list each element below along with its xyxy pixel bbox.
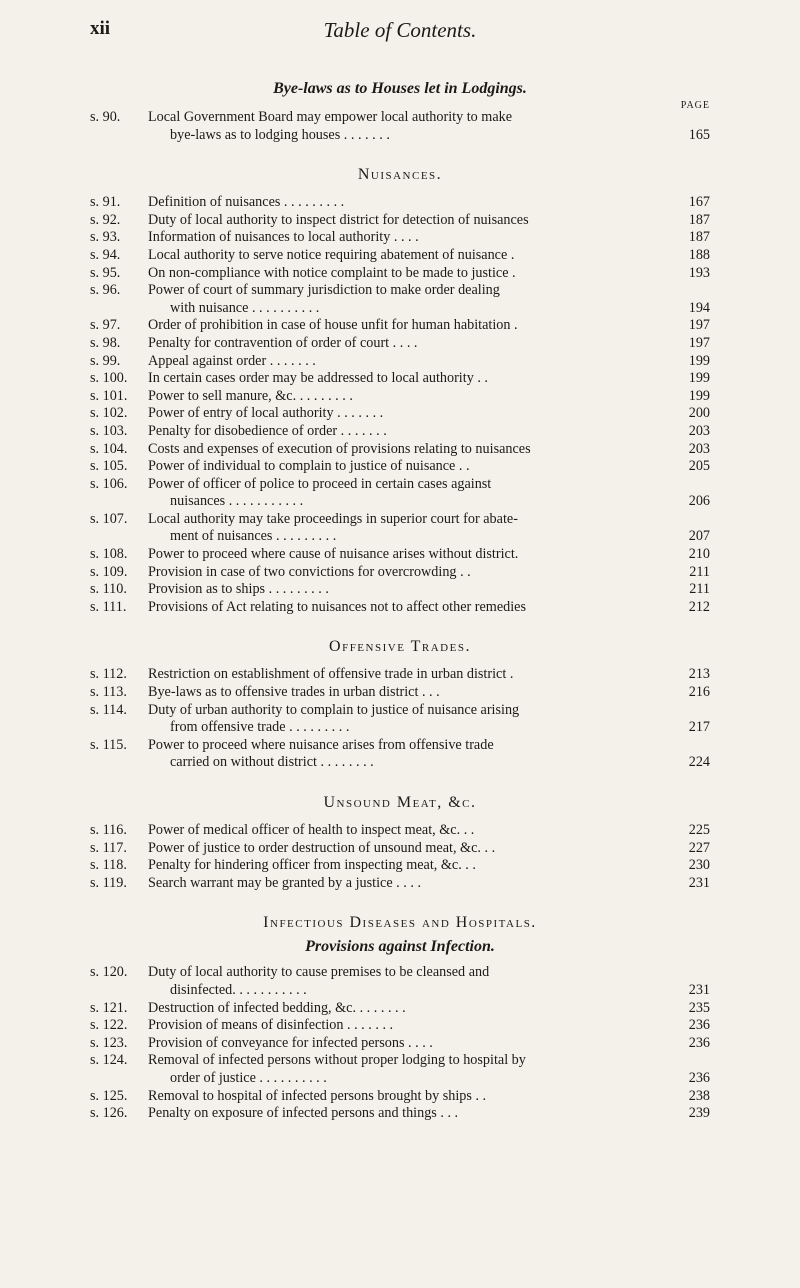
section-number: s. 115.: [90, 736, 127, 753]
section-number: s. 121.: [90, 999, 128, 1016]
toc-entry: [90, 1000, 710, 1018]
toc-entry: [90, 666, 710, 684]
toc-entry: [90, 282, 710, 317]
page-number: 213: [688, 666, 710, 683]
entry-title-line: Power of entry of local authority . . . . . . .: [148, 405, 384, 422]
page-number: 230: [688, 857, 710, 874]
entry-title-line: Provision of means of disinfection . . . . . . .: [148, 1017, 394, 1034]
section-number: s. 102.: [90, 405, 128, 422]
toc-entry: [90, 423, 710, 441]
toc-entry: [90, 212, 710, 230]
toc-entry: [90, 370, 710, 388]
entry-title: [148, 247, 710, 265]
entry-title-line: Power to sell manure, &c. . . . . . . . .: [148, 387, 353, 404]
toc-entry: [90, 1035, 710, 1053]
entry-list-nuisances: [90, 194, 710, 616]
page-number: 197: [688, 334, 710, 351]
entry-title-line: Removal to hospital of infected persons brought by ships . .: [148, 1087, 487, 1104]
entry-title: [148, 1017, 710, 1035]
entry-title: [148, 684, 710, 702]
page-number: 187: [688, 211, 710, 228]
section-number: s. 111.: [90, 598, 127, 615]
toc-entry: [90, 247, 710, 265]
entry-title: [148, 194, 710, 212]
entry-title-line: Restriction on establishment of offensive trade in urban district .: [148, 666, 514, 683]
page-number: 199: [688, 387, 710, 404]
heading-unsound-meat: Unsound Meat, &c.: [323, 794, 477, 811]
entry-title-line: Costs and expenses of execution of provisions relating to nuisances: [148, 440, 531, 457]
toc-entry: [90, 353, 710, 371]
entry-title-line: Provision in case of two convictions for overcrowding . .: [148, 563, 471, 580]
toc-entry: [90, 405, 710, 423]
page-number: 231: [688, 874, 710, 891]
page-number: 187: [688, 229, 710, 246]
toc-entry: [90, 875, 710, 893]
section-number: s. 105.: [90, 458, 128, 475]
entry-title: [148, 857, 710, 875]
section-number: s. 91.: [90, 194, 121, 211]
section-number: s. 103.: [90, 422, 128, 439]
section-number: s. 95.: [90, 264, 121, 281]
page-number: 217: [688, 719, 710, 736]
section-number: s. 124.: [90, 1052, 128, 1069]
entry-title-line: Bye-laws as to offensive trades in urban district . . .: [148, 684, 440, 701]
page-folio: xii: [90, 18, 111, 39]
toc-entry: [90, 684, 710, 702]
entry-title: [148, 964, 710, 999]
page-number: 199: [688, 370, 710, 387]
section-number: s. 119.: [90, 874, 127, 891]
toc-entry: [90, 194, 710, 212]
toc-entry: [90, 581, 710, 599]
entry-title: [148, 1052, 710, 1087]
page-number: 199: [688, 352, 710, 369]
toc-entry: [90, 840, 710, 858]
entry-title: [148, 317, 710, 335]
toc-entry: [90, 458, 710, 476]
section-number: s. 117.: [90, 839, 127, 856]
section-number: s. 96.: [90, 282, 121, 299]
section-number: s. 125.: [90, 1087, 128, 1104]
section-number: s. 99.: [90, 352, 121, 369]
entry-title-line: Penalty for hindering officer from inspecting meat, &c. . .: [148, 857, 476, 874]
page-number: 224: [688, 754, 710, 771]
entry-title-line: Definition of nuisances . . . . . . . . .: [148, 194, 345, 211]
page-number: 210: [688, 546, 710, 563]
entry-title: [148, 564, 710, 582]
entry-title-line: Local authority to serve notice requiring abatement of nuisance .: [148, 246, 515, 263]
entry-title: [148, 335, 710, 353]
section-number: s. 126.: [90, 1105, 128, 1122]
section-number: s. 97.: [90, 317, 121, 334]
section-number: s. 109.: [90, 563, 128, 580]
toc-entry: [90, 822, 710, 840]
toc-entry: [90, 229, 710, 247]
page-number: 193: [688, 264, 710, 281]
section-number: s. 112.: [90, 666, 127, 683]
page-number: 235: [688, 999, 710, 1016]
entry-title: [148, 441, 710, 459]
entry-title-continuation: with nuisance . . . . . . . . . .: [170, 299, 320, 316]
section-number: s. 108.: [90, 546, 128, 563]
page-number: 236: [688, 1034, 710, 1051]
toc-entry: [90, 857, 710, 875]
section-number: s. 122.: [90, 1017, 128, 1034]
entry-title: [148, 282, 710, 317]
entry-title: [148, 1088, 710, 1106]
entry-title-line: Power of medical officer of health to inspect meat, &c. . .: [148, 822, 475, 838]
page-number: 197: [688, 317, 710, 334]
heading-nuisances: Nuisances.: [357, 166, 443, 184]
toc-entry: [90, 1017, 710, 1035]
heading-infectious-diseases: Infectious Diseases and Hospitals.: [263, 914, 537, 932]
section-number: s. 118.: [90, 857, 127, 874]
section-number: s. 93.: [90, 229, 121, 246]
entry-title: [148, 212, 710, 230]
running-title: Table of Contents.: [323, 18, 477, 42]
entry-title-line: Duty of urban authority to complain to justice of nuisance arising: [148, 701, 520, 718]
entry-title-continuation: nuisances . . . . . . . . . . .: [170, 493, 304, 510]
entry-title-line: Provision of conveyance for infected persons . . . .: [148, 1034, 433, 1051]
section-number: s. 110.: [90, 581, 127, 598]
page-number: 188: [688, 246, 710, 263]
page-number: 239: [688, 1105, 710, 1122]
entry-title-line: Local Government Board may empower local authority to make: [148, 109, 513, 125]
entry-list-offensive-trades: [90, 666, 710, 772]
entry-title: [148, 581, 710, 599]
entry-title-line: Order of prohibition in case of house unfit for human habitation .: [148, 317, 518, 334]
entry-title-line: Appeal against order . . . . . . .: [148, 352, 316, 369]
section-number: s. 116.: [90, 822, 127, 838]
entry-title-line: Power of officer of police to proceed in certain cases against: [148, 475, 492, 492]
entry-title-continuation: order of justice . . . . . . . . . .: [170, 1069, 327, 1086]
entry-title-line: On non-compliance with notice complaint to be made to justice .: [148, 264, 516, 281]
page-number: 225: [688, 822, 710, 838]
entry-title: [148, 370, 710, 388]
entry-title-line: Search warrant may be granted by a justice . . . .: [148, 874, 422, 891]
entry-title: [148, 511, 710, 546]
entry-title: [148, 1105, 710, 1123]
entry-title: [148, 476, 710, 511]
page-number: 212: [688, 598, 710, 615]
toc-entry: [90, 546, 710, 564]
entry-title-continuation: bye-laws as to lodging houses . . . . . . .: [170, 126, 390, 143]
toc-entry: [90, 476, 710, 511]
entry-title-line: Penalty for contravention of order of court . . . .: [148, 334, 418, 351]
entry-title-continuation: disinfected. . . . . . . . . . .: [170, 981, 307, 998]
entry-title: [148, 458, 710, 476]
entry-title: [148, 702, 710, 737]
page-number: 206: [688, 493, 710, 510]
heading-offensive-trades: Offensive Trades.: [329, 638, 471, 656]
toc-entry: [90, 599, 710, 617]
entry-title-line: Local authority may take proceedings in superior court for abate-: [148, 510, 518, 527]
page-number: 167: [688, 194, 710, 211]
contents-body: [90, 80, 710, 1123]
entry-title-continuation: carried on without district . . . . . . . .: [170, 754, 374, 771]
entry-title-line: Power to proceed where cause of nuisance arises without district.: [148, 546, 519, 563]
toc-entry: [90, 1088, 710, 1106]
toc-entry: [90, 1052, 710, 1087]
page-number: 207: [688, 528, 710, 545]
toc-entry: [90, 109, 710, 144]
entry-title: [148, 1000, 710, 1018]
entry-title-line: Power of justice to order destruction of unsound meat, &c. . .: [148, 839, 496, 856]
toc-entry: [90, 964, 710, 999]
section-number: s. 114.: [90, 701, 127, 718]
entry-title: [148, 229, 710, 247]
page-column-label: PAGE: [680, 100, 710, 111]
section-subtitle-infection: Provisions against Infection.: [305, 938, 495, 956]
page-number: 231: [688, 981, 710, 998]
entry-title-line: In certain cases order may be addressed to local authority . .: [148, 370, 488, 387]
entry-list-infectious: [90, 964, 710, 1122]
entry-title-line: Penalty for disobedience of order . . . . . . .: [148, 422, 387, 439]
entry-title-line: Information of nuisances to local authority . . . .: [148, 229, 419, 246]
entry-list-unsound-meat: [90, 822, 710, 892]
toc-entry: [90, 388, 710, 406]
toc-entry: [90, 441, 710, 459]
entry-title-line: Destruction of infected bedding, &c. . . . . . . .: [148, 999, 406, 1016]
toc-entry: [90, 335, 710, 353]
page-number: 200: [688, 405, 710, 422]
entry-title-line: Penalty on exposure of infected persons and things . . .: [148, 1105, 459, 1122]
section-number: s. 98.: [90, 334, 121, 351]
section-number: s. 123.: [90, 1034, 128, 1051]
entry-title: [148, 405, 710, 423]
entry-title-line: Provision as to ships . . . . . . . . .: [148, 581, 329, 598]
section-number: s. 101.: [90, 387, 128, 404]
entry-title: [148, 353, 710, 371]
entry-title: [148, 109, 710, 144]
entry-title-line: Duty of local authority to cause premises to be cleansed and: [148, 964, 490, 981]
toc-entry: [90, 702, 710, 737]
page-number: 236: [688, 1069, 710, 1086]
section-number: s. 120.: [90, 964, 128, 981]
entry-title: [148, 822, 710, 840]
page-number: 227: [688, 839, 710, 856]
section-number: s. 94.: [90, 246, 121, 263]
section-number: s. 113.: [90, 684, 127, 701]
running-head: [90, 18, 710, 48]
page-number: 203: [688, 440, 710, 457]
section-number: s. 104.: [90, 440, 128, 457]
page-number: 211: [689, 581, 710, 598]
page-number: 165: [688, 126, 710, 143]
section-number: s. 106.: [90, 475, 128, 492]
entry-title-line: Removal of infected persons without proper lodging to hospital by: [148, 1052, 526, 1069]
page-number: 194: [688, 299, 710, 316]
section-number: s. 107.: [90, 510, 128, 527]
toc-entry: [90, 1105, 710, 1123]
entry-title-line: Power of court of summary jurisdiction to make order dealing: [148, 282, 500, 299]
entry-title: [148, 265, 710, 283]
entry-title-continuation: ment of nuisances . . . . . . . . .: [170, 528, 337, 545]
toc-entry: [90, 265, 710, 283]
entry-title-line: Provisions of Act relating to nuisances not to affect other remedies: [148, 598, 526, 615]
entry-title: [148, 666, 710, 684]
entry-title-line: Duty of local authority to inspect district for detection of nuisances: [148, 211, 529, 228]
entry-list-lodgings: [90, 109, 710, 144]
entry-title: [148, 599, 710, 617]
section-subtitle-lodgings: Bye-laws as to Houses let in Lodgings.: [273, 80, 527, 97]
page-number: 236: [688, 1017, 710, 1034]
entry-title: [148, 388, 710, 406]
entry-title-line: Power to proceed where nuisance arises from offensive trade: [148, 736, 494, 753]
toc-entry: [90, 564, 710, 582]
entry-title-continuation: from offensive trade . . . . . . . . .: [170, 719, 350, 736]
entry-title: [148, 546, 710, 564]
section-number: s. 100.: [90, 370, 128, 387]
page-number: 211: [689, 563, 710, 580]
page-number: 238: [688, 1087, 710, 1104]
entry-title-line: Power of individual to complain to justice of nuisance . .: [148, 458, 470, 475]
section-number: s. 92.: [90, 211, 121, 228]
entry-title: [148, 737, 710, 772]
entry-title: [148, 423, 710, 441]
section-number: s. 90.: [90, 109, 121, 125]
entry-title: [148, 875, 710, 893]
page-number: 205: [688, 458, 710, 475]
toc-entry: [90, 737, 710, 772]
toc-entry: [90, 317, 710, 335]
page-number: 216: [688, 684, 710, 701]
entry-title: [148, 1035, 710, 1053]
page-number: 203: [688, 422, 710, 439]
toc-entry: [90, 511, 710, 546]
entry-title: [148, 840, 710, 858]
